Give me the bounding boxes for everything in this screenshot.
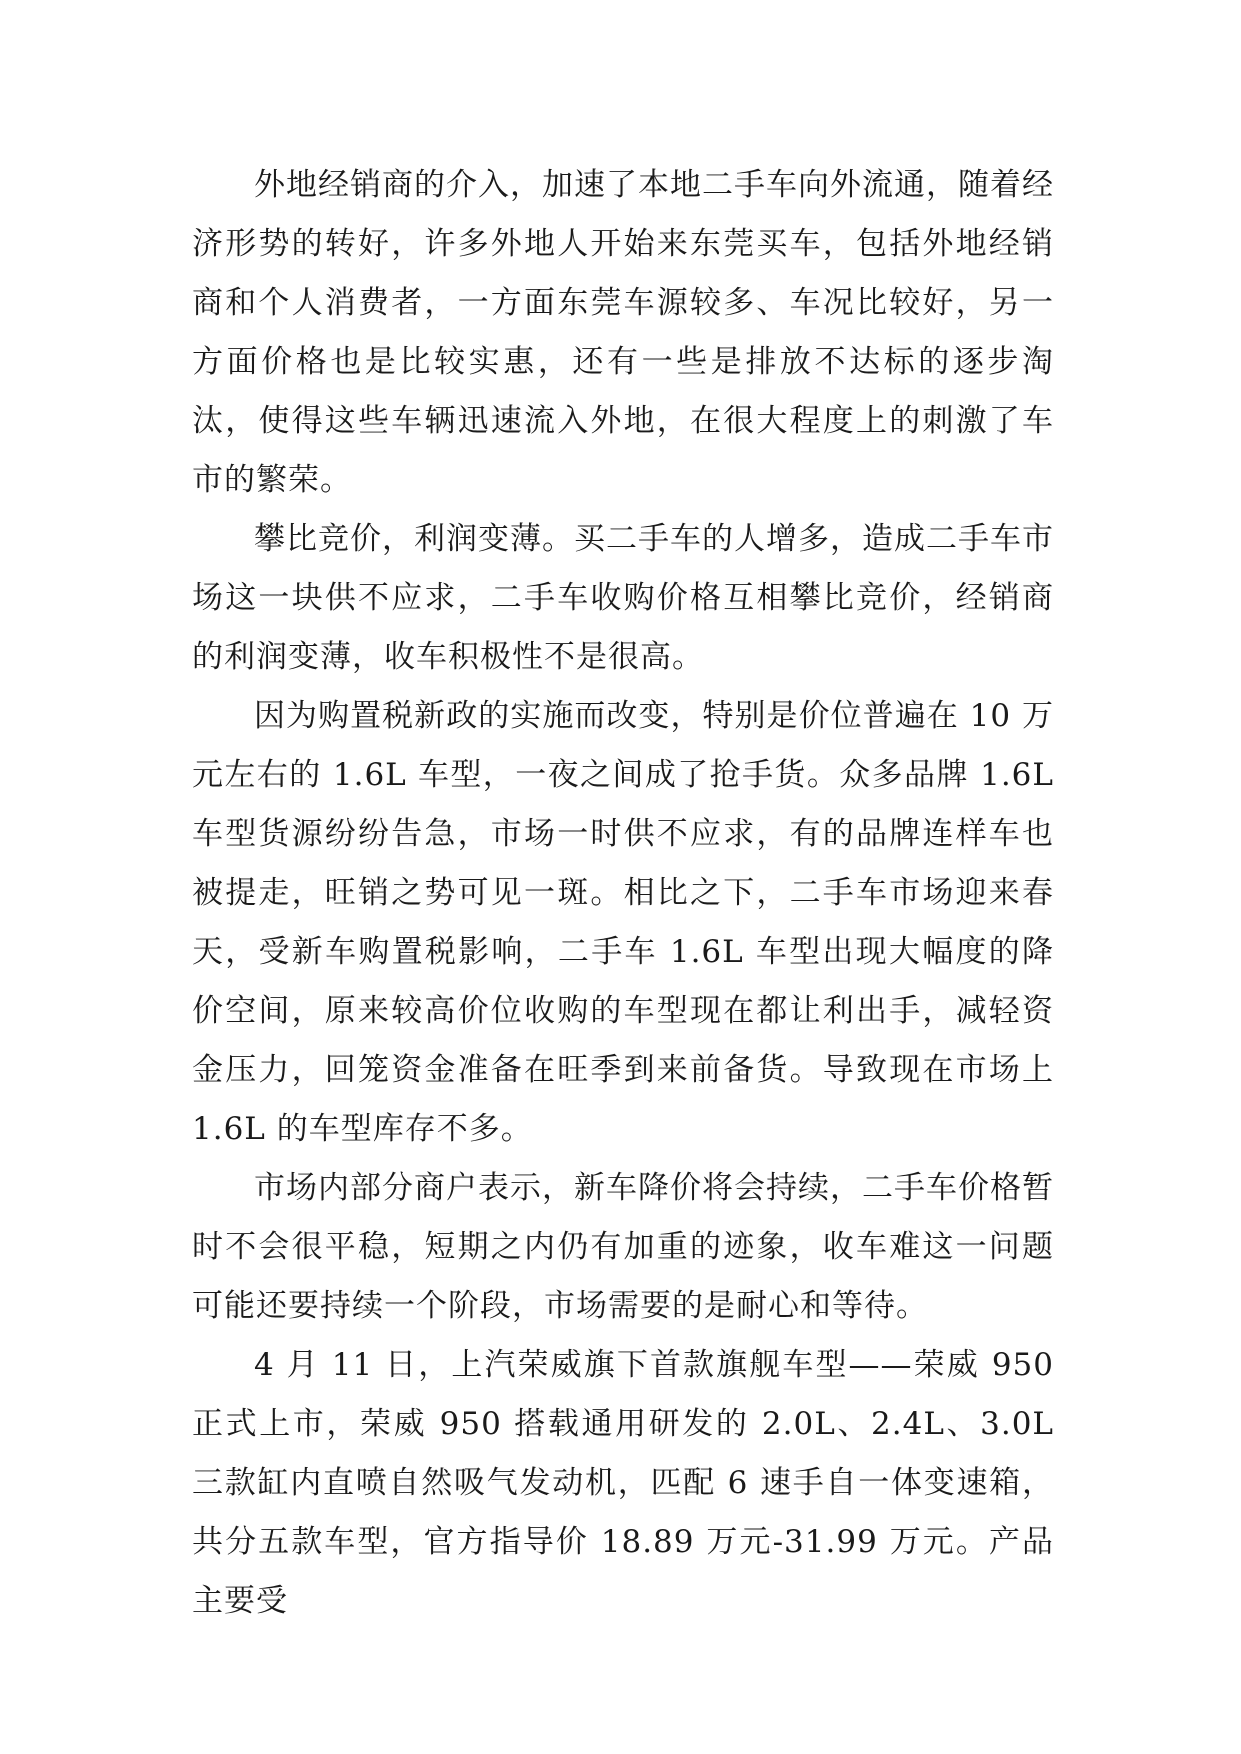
document-body: [192, 156, 1054, 1631]
paragraph-price-competition: 攀比竞价，利润变薄。买二手车的人增多，造成二手车市场这一块供不应求，二手车收购价格互相攀比竞价，经销商的利润变薄，收车积极性不是很高。: [192, 521, 1054, 675]
paragraph-merchant-outlook: 市场内部分商户表示，新车降价将会持续，二手车价格暂时不会很平稳，短期之内仍有加重的迹象，收车难这一问题可能还要持续一个阶段，市场需要的是耐心和等待。: [192, 1170, 1054, 1324]
paragraph-purchase-tax-policy: 因为购置税新政的实施而改变，特别是价位普遍在 10 万元左右的 1.6L 车型，一夜之间成了抢手货。众多品牌 1.6L 车型货源纷纷告急，市场一时供不应求，有的品牌连样车也被提走，旺销之势可见一斑。相比之下，二手车市场迎来春天，受新车购置税影响，二手车 1.6L 车型出现大幅度的降价空间，原来较高价位收购的车型现在都让利出手，减轻资金压力，回笼资金准备在旺季到来前备货。导致现在市场上 1.6L 的车型库存不多。: [192, 698, 1054, 1147]
paragraph-roewe-950-launch: 4 月 11 日，上汽荣威旗下首款旗舰车型——荣威 950 正式上市，荣威 950 搭载通用研发的 2.0L、2.4L、3.0L 三款缸内直喷自然吸气发动机，匹配 6 速手自一体变速箱，共分五款车型，官方指导价 18.89 万元-31.99 万元。产品主要受: [192, 1347, 1054, 1619]
paragraph-dealer-inflow: 外地经销商的介入，加速了本地二手车向外流通，随着经济形势的转好，许多外地人开始来东莞买车，包括外地经销商和个人消费者，一方面东莞车源较多、车况比较好，另一方面价格也是比较实惠，还有一些是排放不达标的逐步淘汰，使得这些车辆迅速流入外地，在很大程度上的刺激了车市的繁荣。: [192, 167, 1054, 498]
